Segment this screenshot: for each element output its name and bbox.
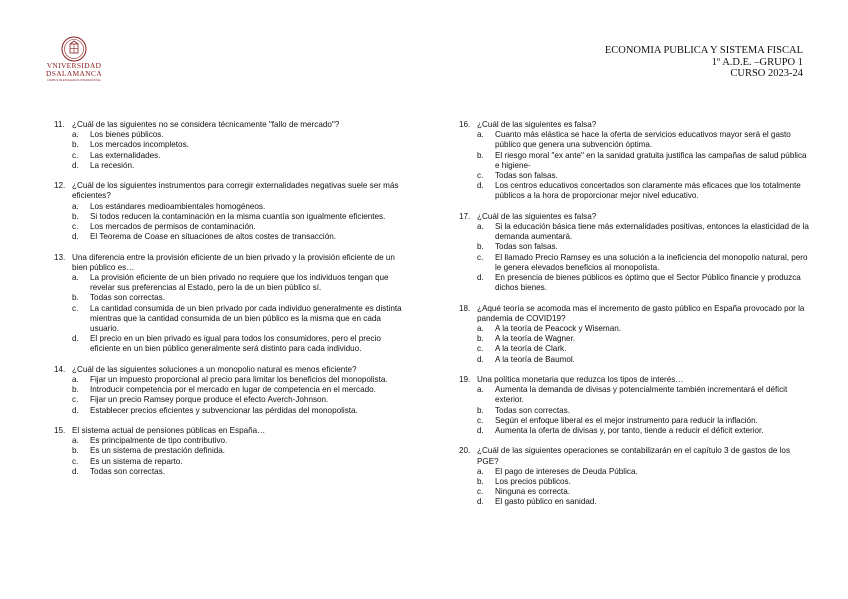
option-text: A la teoría de Baumol. (495, 354, 575, 364)
answer-option (54, 406, 404, 416)
answer-option (459, 344, 809, 354)
option-text: Si la educación básica tiene más externalidades positivas, entonces la elasticidad de la demanda aumentará. (495, 222, 809, 242)
answer-option (459, 222, 809, 242)
option-letter: c. (477, 415, 484, 425)
question-text: ¿Cuál de las siguientes no se considera técnicamente "fallo de mercado"? (72, 120, 340, 129)
option-text: El Teorema de Coase en situaciones de altos costes de transacción. (90, 232, 336, 242)
question-text: El sistema actual de pensiones públicas en España… (72, 426, 266, 436)
question-text: ¿Cuál de las siguientes operaciones se contabilizarán en el capítulo 3 de gastos de los PGE? (477, 446, 791, 466)
question-block (459, 120, 809, 202)
university-seal-icon (61, 36, 87, 62)
option-text: Según el enfoque liberal es el mejor instrumento para reducir la inflación. (495, 415, 758, 425)
option-letter: c. (72, 150, 79, 160)
question-number: 20. (459, 446, 471, 456)
question-number: 12. (54, 181, 66, 191)
option-letter: d. (477, 181, 484, 191)
option-text: El llamado Precio Ramsey es una solución a la ineficiencia del monopolio natural, pero le genera elevados beneficios al monopolista. (495, 252, 808, 272)
university-logo (38, 36, 110, 83)
option-text: La provisión eficiente de un bien privado no requiere que los individuos tengan que revelar sus preferencias al Estado, pero la de un bien público sí. (90, 273, 389, 293)
logo-subtitle: CAMPUS DE EXCELENCIA INTERNACIONAL (46, 79, 102, 82)
answer-option (459, 151, 809, 171)
answer-option (459, 334, 809, 344)
answer-option (54, 446, 404, 456)
answer-option (459, 273, 809, 293)
option-letter: c. (72, 303, 79, 313)
option-text: En presencia de bienes públicos es óptimo que el Sector Público financie y produzca dichos bienes. (495, 273, 801, 293)
option-letter: c. (477, 171, 484, 181)
answer-option (459, 171, 809, 181)
answer-option (54, 130, 404, 140)
question-number: 17. (459, 211, 471, 221)
answer-option (54, 232, 404, 242)
answer-option (459, 406, 809, 416)
option-letter: b. (477, 150, 484, 160)
option-letter: a. (477, 130, 484, 140)
option-letter: c. (72, 222, 79, 232)
question-block (54, 120, 404, 171)
option-letter: d. (72, 160, 79, 170)
answer-option (54, 457, 404, 467)
question-block (459, 212, 809, 294)
option-text: El riesgo moral "ex ante" en la sanidad gratuita justifica las campañas de salud pública e higiene- (495, 150, 807, 170)
option-text: Aumenta la oferta de divisas y, por tanto, tiende a reducir el déficit exterior. (495, 426, 764, 436)
option-text: La cantidad consumida de un bien privado por cada individuo generalmente es distinta mientras que la cantidad consumida de un bien público es la misma que en cada usuario. (90, 303, 402, 334)
option-text: Todas son falsas. (495, 242, 558, 252)
option-letter: b. (72, 385, 79, 395)
question-header (459, 375, 809, 385)
question-text: ¿Cuál de las siguientes es falsa? (477, 211, 597, 221)
answer-option (54, 436, 404, 446)
option-text: Fijar un impuesto proporcional al precio para limitar los beneficios del monopolista. (90, 375, 388, 385)
answer-option (459, 416, 809, 426)
course-title: ECONOMIA PUBLICA Y SISTEMA FISCAL (604, 45, 803, 56)
question-header (54, 426, 404, 436)
answer-option (54, 202, 404, 212)
option-text: Los precios públicos. (495, 477, 571, 487)
option-letter: c. (72, 456, 79, 466)
option-text: Todas son falsas. (495, 171, 558, 181)
answer-option (54, 212, 404, 222)
logo-name-line1: VNIVERSIDAD (46, 61, 102, 70)
answer-option (54, 334, 404, 354)
option-text: Las externalidades. (90, 150, 161, 160)
question-text: ¿Aqué teoría se acomoda mas el incremento de gasto público en España provocado por la pandemia de COVID19? (477, 303, 805, 323)
option-letter: a. (477, 324, 484, 334)
answer-option (54, 140, 404, 150)
answer-option (54, 273, 404, 293)
option-text: Los bienes públicos. (90, 130, 164, 140)
question-text: ¿Cuál de las siguientes soluciones a un monopolio natural es menos eficiente? (72, 364, 357, 374)
option-letter: d. (477, 426, 484, 436)
answer-option (54, 375, 404, 385)
option-letter: d. (72, 405, 79, 415)
option-text: Aumenta la demanda de divisas y potencialmente también incrementará el déficit exterior. (495, 385, 788, 405)
option-text: Cuanto más elástica se hace la oferta de servicios educativos mayor será el gasto público que genera una subvención óptima. (495, 130, 791, 150)
answer-option (54, 293, 404, 303)
option-text: Los centros educativos concertados son claramente más eficaces que los totalmente públicos a la hora de proporcionar mejor nivel educativo. (495, 181, 801, 201)
option-text: Los mercados incompletos. (90, 140, 189, 150)
question-text: Una política monetaria que reduzca los tipos de interés… (477, 375, 684, 385)
answer-option (459, 477, 809, 487)
question-header (54, 253, 404, 273)
question-block (54, 253, 404, 355)
question-header (459, 212, 809, 222)
option-letter: c. (72, 395, 79, 405)
option-text: Fijar un precio Ramsey porque produce el efecto Averch-Johnson. (90, 395, 329, 405)
option-letter: b. (72, 446, 79, 456)
option-letter: d. (477, 354, 484, 364)
answer-option (459, 487, 809, 497)
option-letter: b. (477, 242, 484, 252)
answer-option (459, 426, 809, 436)
question-number: 15. (54, 426, 66, 436)
question-header (54, 181, 404, 201)
option-text: Los estándares medioambientales homogéneos. (90, 201, 266, 211)
option-letter: b. (72, 293, 79, 303)
option-text: El pago de intereses de Deuda Pública. (495, 466, 638, 476)
option-letter: a. (477, 222, 484, 232)
answer-option (459, 497, 809, 507)
option-text: Introducir competencia por el mercado en lugar de competencia en el mercado. (90, 385, 376, 395)
option-text: A la teoría de Clark. (495, 344, 567, 354)
option-letter: c. (477, 252, 484, 262)
option-text: Todas son correctas. (90, 293, 165, 303)
option-letter: b. (477, 405, 484, 415)
left-column (54, 120, 404, 487)
option-letter: d. (477, 273, 484, 283)
question-number: 14. (54, 364, 66, 374)
option-text: Es un sistema de reparto. (90, 456, 183, 466)
option-letter: d. (72, 334, 79, 344)
question-number: 16. (459, 120, 471, 129)
option-text: El gasto público en sanidad. (495, 497, 597, 507)
option-text: La recesión. (90, 160, 135, 170)
option-text: Establecer precios eficientes y subvencionar las pérdidas del monopolista. (90, 405, 358, 415)
option-text: A la teoría de Wagner. (495, 334, 576, 344)
question-header (54, 120, 404, 130)
answer-option (54, 395, 404, 405)
option-text: Es principalmente de tipo contributivo. (90, 436, 228, 446)
answer-option (54, 222, 404, 232)
option-text: Todas son correctas. (90, 466, 165, 476)
option-letter: b. (477, 334, 484, 344)
option-letter: c. (477, 487, 484, 497)
option-text: El precio en un bien privado es igual para todos los consumidores, pero el precio eficiente en un bien público generalmente será distinto para cada individuo. (90, 334, 381, 354)
option-letter: a. (477, 466, 484, 476)
option-letter: a. (72, 375, 79, 385)
answer-option (54, 467, 404, 477)
question-number: 18. (459, 303, 471, 313)
question-text: ¿Cuál de los siguientes instrumentos para corregir externalidades negativas suele ser más eficientes? (72, 181, 399, 201)
logo-name-line2: DSALAMANCA (46, 69, 102, 78)
answer-option (459, 130, 809, 150)
right-column (459, 120, 809, 518)
question-number: 11. (54, 120, 65, 129)
option-text: Los mercados de permisos de contaminación. (90, 222, 256, 232)
question-text: Una diferencia entre la provisión eficiente de un bien privado y la provisión eficiente de un bien público es… (72, 252, 395, 272)
question-block (459, 375, 809, 436)
option-letter: c. (477, 344, 484, 354)
question-header (459, 446, 809, 466)
option-letter: d. (72, 466, 79, 476)
option-letter: a. (72, 130, 79, 140)
option-letter: a. (72, 436, 79, 446)
option-letter: b. (72, 140, 79, 150)
answer-option (459, 324, 809, 334)
question-header (459, 304, 809, 324)
option-letter: a. (72, 201, 79, 211)
question-block (459, 446, 809, 507)
option-text: Todas son correctas. (495, 405, 570, 415)
answer-option (459, 467, 809, 477)
option-letter: b. (72, 211, 79, 221)
answer-option (54, 304, 404, 335)
question-block (54, 181, 404, 242)
question-block (54, 426, 404, 477)
group-label: 1º A.D.E. –GRUPO 1 (711, 56, 803, 68)
option-text: A la teoría de Peacock y Wiseman. (495, 324, 621, 334)
answer-option (54, 385, 404, 395)
question-header (459, 120, 809, 130)
option-letter: a. (72, 273, 79, 283)
option-text: Ninguna es correcta. (495, 487, 570, 497)
question-block (459, 304, 809, 365)
option-letter: b. (477, 477, 484, 487)
question-block (54, 365, 404, 416)
document-header (605, 45, 803, 80)
answer-option (459, 253, 809, 273)
answer-option (54, 151, 404, 161)
question-text: ¿Cuál de las siguientes es falsa? (477, 120, 597, 129)
option-letter: a. (477, 385, 484, 395)
question-number: 13. (54, 252, 66, 262)
academic-year: CURSO 2023-24 (730, 68, 803, 79)
option-text: Es un sistema de prestación definida. (90, 446, 226, 456)
answer-option (459, 181, 809, 201)
option-letter: d. (477, 497, 484, 507)
question-number: 19. (459, 375, 471, 385)
answer-option (459, 242, 809, 252)
answer-option (459, 355, 809, 365)
answer-option (459, 385, 809, 405)
option-text: Si todos reducen la contaminación en la misma cuantía son igualmente eficientes. (90, 211, 386, 221)
answer-option (54, 161, 404, 171)
question-header (54, 365, 404, 375)
option-letter: d. (72, 232, 79, 242)
